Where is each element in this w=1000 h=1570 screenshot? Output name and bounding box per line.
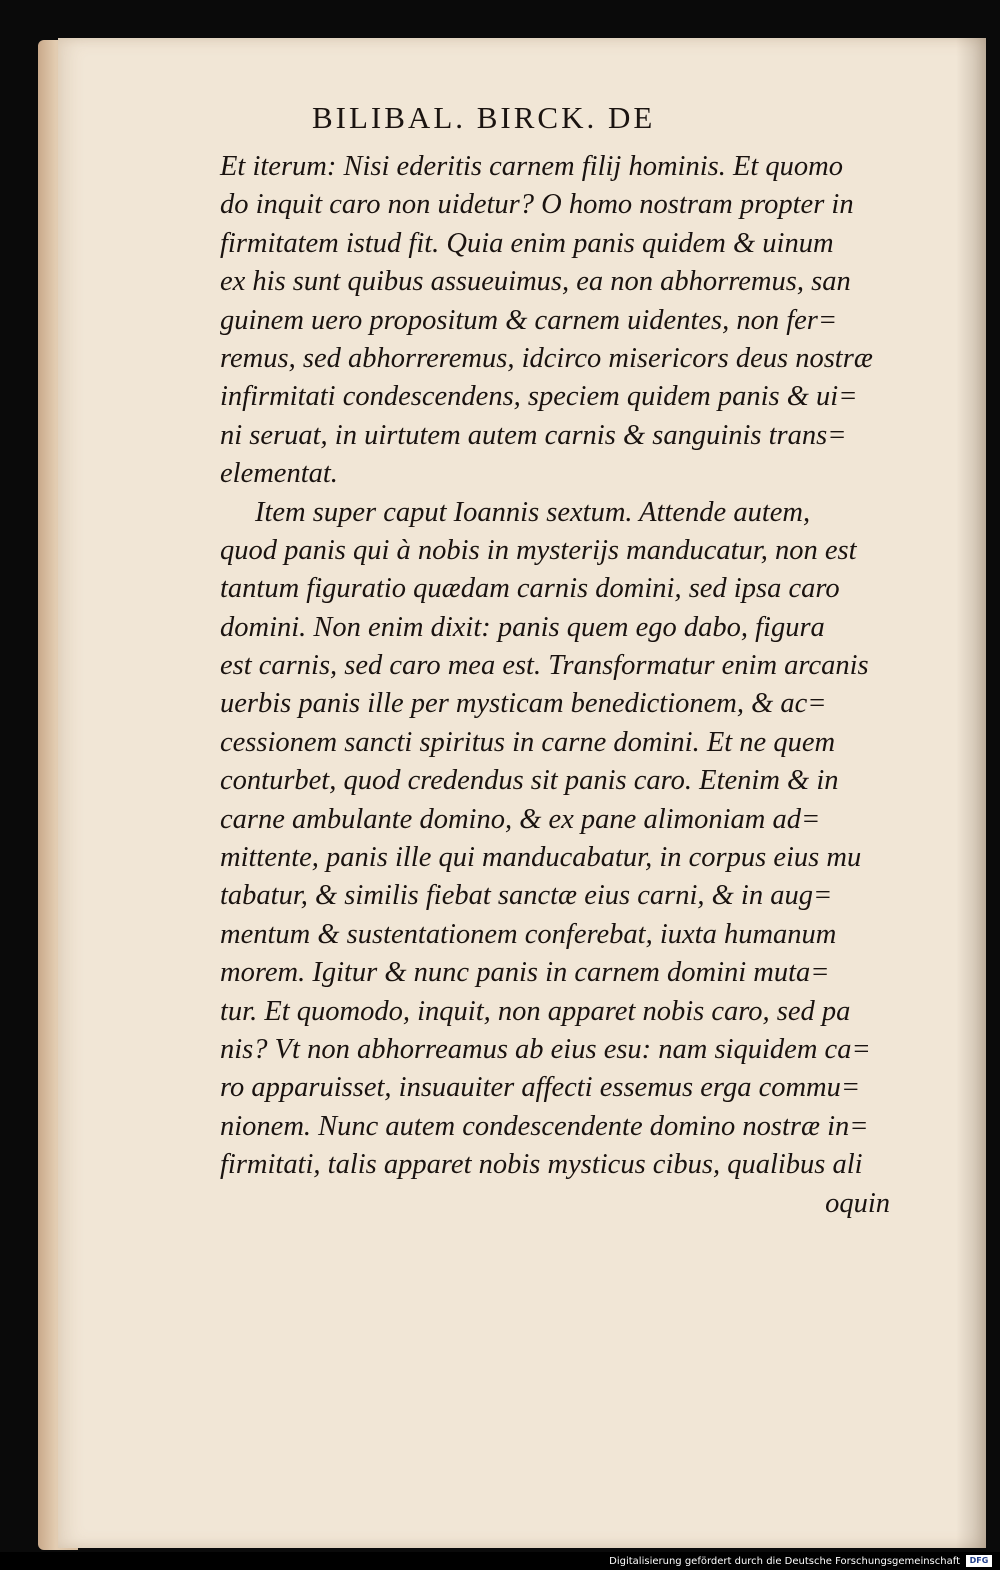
text-line: ex his sunt quibus assueuimus, ea non abhorremus, san [220,266,851,298]
text-line: tabatur, & similis fiebat sanctæ eius carni, & in aug= [220,880,833,912]
dfg-logo: DFG [966,1555,992,1567]
text-line: do inquit caro non uidetur? O homo nostram propter in [220,189,854,221]
text-line: ni seruat, in uirtutem autem carnis & sanguinis trans= [220,419,847,451]
text-line: domini. Non enim dixit: panis quem ego dabo, figura [220,611,825,643]
footer-credit: Digitalisierung gefördert durch die Deutsche Forschungsgemeinschaft [609,1556,960,1567]
page-gutter-shadow [956,38,986,1548]
text-line: quod panis qui à nobis in mysterijs manducatur, non est [220,534,857,566]
text-line: uerbis panis ille per mysticam benedictionem, & ac= [220,688,827,720]
text-line: ro apparuisset, insuauiter affecti essemus erga commu= [220,1072,861,1104]
text-line: cessionem sancti spiritus in carne domini. Et ne quem [220,726,836,758]
text-line: guinem uero propositum & carnem uidentes, non fer= [220,304,838,336]
text-line: elementat. [220,458,338,490]
text-line: firmitati, talis apparet nobis mysticus cibus, qualibus ali [220,1149,863,1181]
text-line: tantum figuratio quædam carnis domini, sed ipsa caro [220,573,840,605]
text-line: tur. Et quomodo, inquit, non apparet nobis caro, sed pa [220,995,851,1027]
text-line: nionem. Nunc autem condescendente domino nostræ in= [220,1110,869,1142]
text-line-paragraph-start: Item super caput Ioannis sextum. Attende autem, [255,496,811,528]
running-title: BILIBAL. BIRCK. DE [312,100,656,135]
text-line: est carnis, sed caro mea est. Transformatur enim arcanis [220,650,869,682]
text-line: Et iterum: Nisi ederitis carnem filij hominis. Et quomo [220,151,844,182]
text-line: infirmitati condescendens, speciem quidem panis & ui= [220,381,858,413]
text-line: mentum & sustentationem conferebat, iuxta humanum [220,918,837,950]
text-line: remus, sed abhorreremus, idcirco misericors deus nostræ [220,342,873,374]
text-line: carne ambulante domino, & ex pane alimoniam ad= [220,803,821,835]
catchword: oquin [825,1187,890,1219]
body-text [220,148,920,1223]
text-line: nis? Vt non abhorreamus ab eius esu: nam siquidem ca= [220,1033,871,1065]
text-line: mittente, panis ille qui manducabatur, in corpus eius mu [220,842,862,874]
text-line: conturbet, quod credendus sit panis caro. Etenim & in [220,765,839,797]
text-line: morem. Igitur & nunc panis in carnem domini muta= [220,957,830,989]
text-line: firmitatem istud fit. Quia enim panis quidem & uinum [220,227,834,259]
